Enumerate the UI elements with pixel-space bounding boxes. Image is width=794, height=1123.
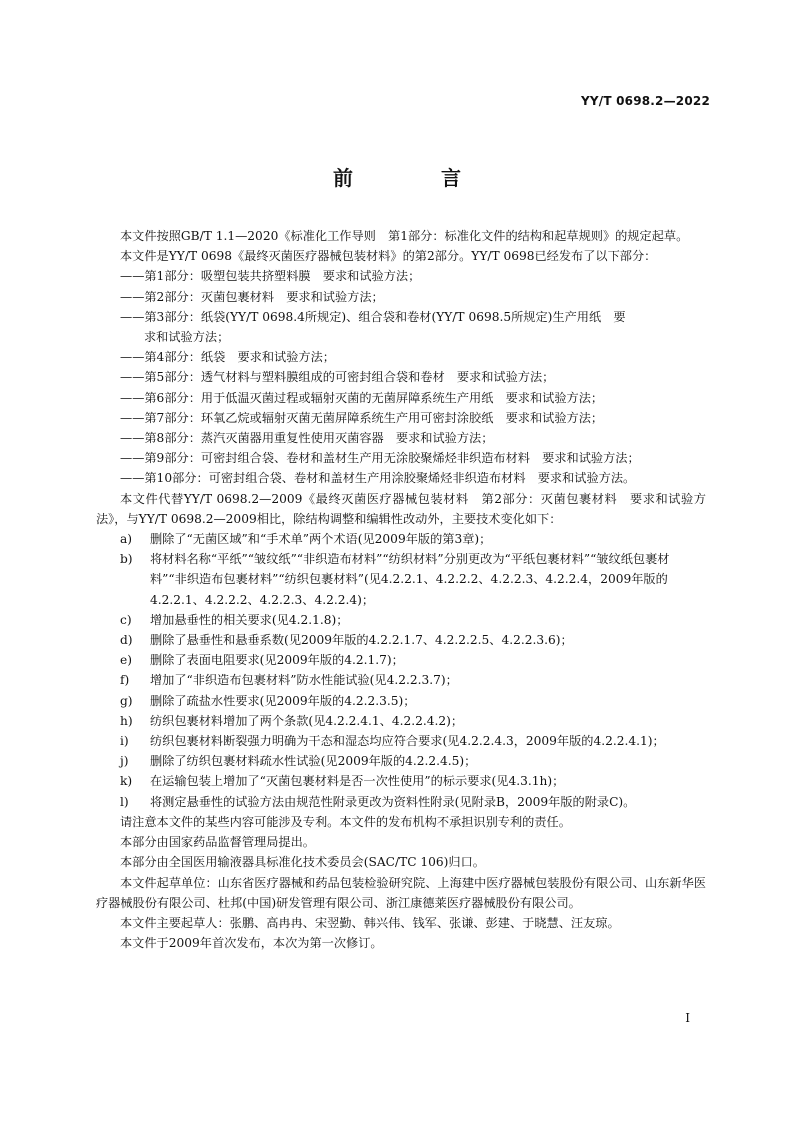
foreword-body <box>96 226 706 953</box>
intro-paragraph: 本文件是YY/T 0698《最终灭菌医疗器械包装材料》的第2部分。YY/T 0698已经发布了以下部分： <box>120 249 657 264</box>
list-item: a) 删除了“无菌区域”和“手术单”两个术语(见2009年版的第3章)； <box>120 532 492 547</box>
list-item: h) 纺织包裹材料增加了两个条款(见4.2.2.4.1、4.2.2.4.2)； <box>120 713 464 728</box>
list-item: ——第8部分：蒸汽灭菌器用重复性使用灭菌容器 要求和试验方法； <box>120 431 494 446</box>
list-item: ——第9部分：可密封组合袋、卷材和盖材生产用无涂胶聚烯烃非织造布材料 要求和试验方法； <box>120 451 640 466</box>
page-number: I <box>685 1011 690 1025</box>
list-item: l) 将测定悬垂性的试验方法由规范性附录更改为资料性附录(见附录B，2009年版的附录C)。 <box>120 794 636 809</box>
list-item: ——第10部分：可密封组合袋、卷材和盖材生产用涂胶聚烯烃非织造布材料 要求和试验方法。 <box>120 471 636 486</box>
changes-list <box>96 529 706 812</box>
list-item: d) 删除了悬垂性和悬垂系数(见2009年版的4.2.2.1.7、4.2.2.2.5、4.2.2.3.6)； <box>120 633 573 648</box>
list-item: j) 删除了纺织包裹材料疏水性试验(见2009年版的4.2.2.4.5)； <box>120 754 477 769</box>
list-item: e) 删除了表面电阻要求(见2009年版的4.2.1.7)； <box>120 653 404 668</box>
list-item: ——第3部分：纸袋(YY/T 0698.4所规定)、组合袋和卷材(YY/T 0698.5所规定)生产用纸 要 求和试验方法； <box>120 309 626 345</box>
list-item: ——第1部分：吸塑包装共挤塑料膜 要求和试验方法； <box>120 269 421 284</box>
list-item: ——第7部分：环氧乙烷或辐射灭菌无菌屏障系统生产用可密封涂胶纸 要求和试验方法； <box>120 410 604 425</box>
list-item: c) 增加悬垂性的相关要求(见4.2.1.8)； <box>120 612 349 627</box>
closing-paragraph: 本文件于2009年首次发布，本次为第一次修订。 <box>120 936 383 951</box>
closing-paragraph: 本文件主要起草人：张鹏、高冉冉、宋翌勤、韩兴伟、钱军、张谦、彭建、于晓慧、汪友琼。 <box>120 915 620 930</box>
closing-paragraph: 本部分由国家药品监督管理局提出。 <box>120 835 315 850</box>
page-title: 前 言 <box>333 166 495 190</box>
list-item: g) 删除了疏盐水性要求(见2009年版的4.2.2.3.5)； <box>120 693 416 708</box>
list-item: k) 在运输包装上增加了“灭菌包裹材料是否一次性使用”的标示要求(见4.3.1h)； <box>120 774 565 789</box>
closing-paragraph: 本部分由全国医用输液器具标准化技术委员会(SAC/TC 106)归口。 <box>120 855 485 870</box>
list-item: ——第6部分：用于低温灭菌过程或辐射灭菌的无菌屏障系统生产用纸 要求和试验方法； <box>120 390 604 405</box>
list-item: b) 将材料名称“平纸”“皱纹纸”“非织造布材料”“纺织材料”分别更改为“平纸包裹材料”“皱纹纸包裹材料”“非织造布包裹材料”“纺织包裹材料”(见4.2.2.1、4.2.2.2、4.2.2.3、4.2.2.4，2009年版的4.2.2.1、4.2.2.2、4.2.2.3、4.2.2.4)； <box>120 552 670 607</box>
closing-paragraph: 本文件起草单位：山东省医疗器械和药品包装检验研究院、上海建中医疗器械包装股份有限公司、山东新华医疗器械股份有限公司、杜邦(中国)研发管理有限公司、浙江康德莱医疗器械股份有限公司。 <box>96 875 706 910</box>
list-item: i) 纺织包裹材料断裂强力明确为干态和湿态均应符合要求(见4.2.2.4.3，2009年版的4.2.2.4.1)； <box>120 734 665 749</box>
parts-list <box>96 266 706 488</box>
list-item: f) 增加了“非织造布包裹材料”防水性能试验(见4.2.2.3.7)； <box>120 673 458 688</box>
replace-paragraph: 本文件代替YY/T 0698.2—2009《最终灭菌医疗器械包装材料 第2部分：灭菌包裹材料 要求和试验方法》，与YY/T 0698.2—2009相比，除结构调整和编辑性改动外，主要技术变化如下： <box>96 491 706 526</box>
closing-paragraph: 请注意本文件的某些内容可能涉及专利。本文件的发布机构不承担识别专利的责任。 <box>120 814 571 829</box>
standard-code: YY/T 0698.2—2022 <box>580 94 710 108</box>
list-item: ——第4部分：纸袋 要求和试验方法； <box>120 350 335 365</box>
intro-paragraph: 本文件按照GB/T 1.1—2020《标准化工作导则 第1部分：标准化文件的结构和起草规则》的规定起草。 <box>120 229 689 243</box>
list-item: ——第2部分：灭菌包裹材料 要求和试验方法； <box>120 289 384 304</box>
list-item: ——第5部分：透气材料与塑料膜组成的可密封组合袋和卷材 要求和试验方法； <box>120 370 555 385</box>
